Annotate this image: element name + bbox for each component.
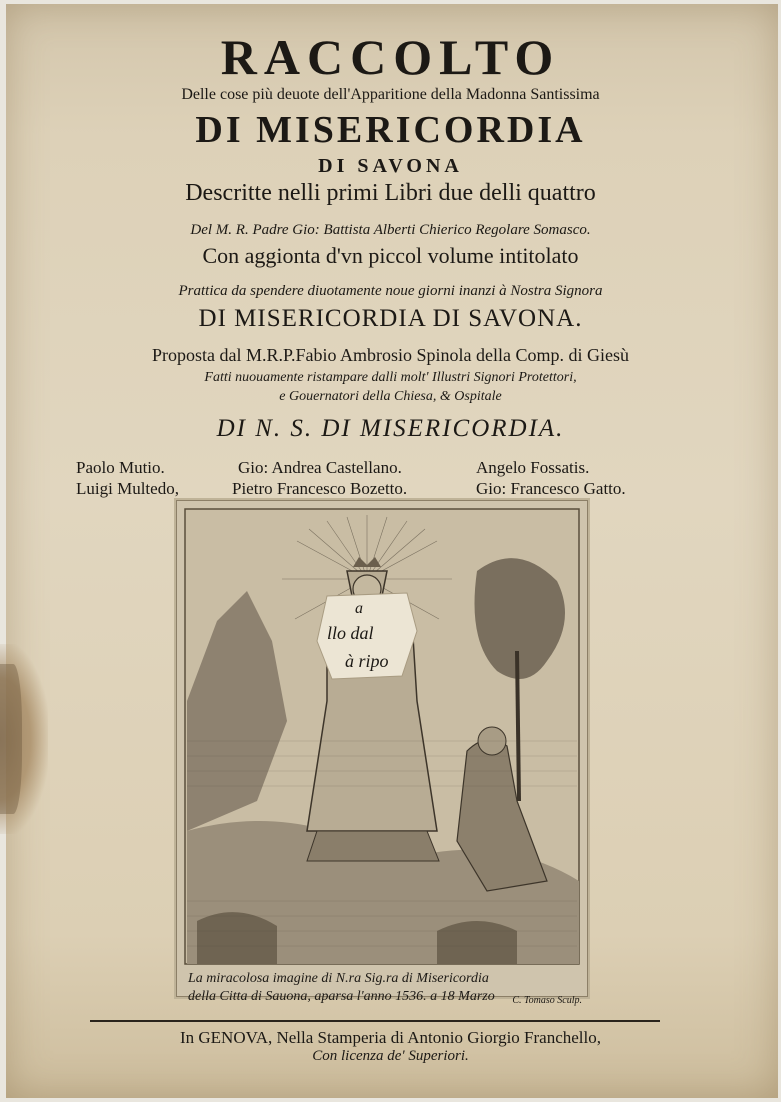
- protector-name: Paolo Mutio.: [76, 458, 165, 477]
- main-title: RACCOLTO: [220, 29, 561, 85]
- title-misericordia: DI MISERICORDIA: [195, 109, 586, 151]
- caption-line-2: della Citta di Sauona, aparsa l'anno 1536. a 18 Marzo: [188, 989, 495, 1004]
- divider-rule: [90, 1020, 660, 1022]
- addition-line: Con aggionta d'vn piccol volume intitolato: [202, 243, 579, 268]
- prattica-line: Prattica da spendere diuotamente noue giorni inanzi à Nostra Signora: [178, 283, 603, 299]
- protector-name: Luigi Multedo,: [76, 479, 179, 498]
- description-line: Descritte nelli primi Libri due delli quattro: [185, 180, 596, 206]
- protector-name: Pietro Francesco Bozetto.: [232, 479, 408, 498]
- proposta-line: Proposta dal M.R.P.Fabio Ambrosio Spinola della Comp. di Giesù: [151, 345, 629, 365]
- gouernatori-line: e Gouernatori della Chiesa, & Ospitale: [279, 389, 502, 404]
- overlay-text: à ripo: [345, 651, 389, 671]
- engraving-caption: [188, 970, 588, 1006]
- protector-name: Gio: Andrea Castellano.: [238, 458, 402, 477]
- overlay-text: a: [355, 600, 363, 617]
- madonna-engraving-illustration: [177, 501, 587, 996]
- torn-edge: [0, 664, 22, 814]
- title-savona: DI SAVONA: [318, 155, 463, 177]
- license-line: Con licenza de' Superiori.: [312, 1048, 469, 1064]
- protector-name: Angelo Fossatis.: [476, 458, 590, 477]
- engraving: [176, 500, 588, 997]
- author-line: Del M. R. Padre Gio: Battista Alberti Chierico Regolare Somasco.: [190, 222, 591, 238]
- overlay-text: llo dal: [327, 623, 374, 643]
- ristampare-line: Fatti nuouamente ristampare dalli molt' Illustri Signori Protettori,: [204, 370, 577, 385]
- misericordia-savona-line: DI MISERICORDIA DI SAVONA.: [198, 305, 583, 332]
- engraver-signature: C. Tomaso Sculp.: [512, 995, 582, 1006]
- imprint-line: In GENOVA, Nella Stamperia di Antonio Giorgio Franchello,: [179, 1028, 601, 1047]
- protector-name: Gio: Francesco Gatto.: [476, 479, 626, 498]
- caption-line-1: La miracolosa imagine di N.ra Sig.ra di Misericordia: [188, 971, 489, 986]
- ns-misericordia-line: DI N. S. DI MISERICORDIA.: [216, 415, 565, 442]
- subtitle-line: Delle cose più deuote dell'Apparitione della Madonna Santissima: [181, 86, 600, 103]
